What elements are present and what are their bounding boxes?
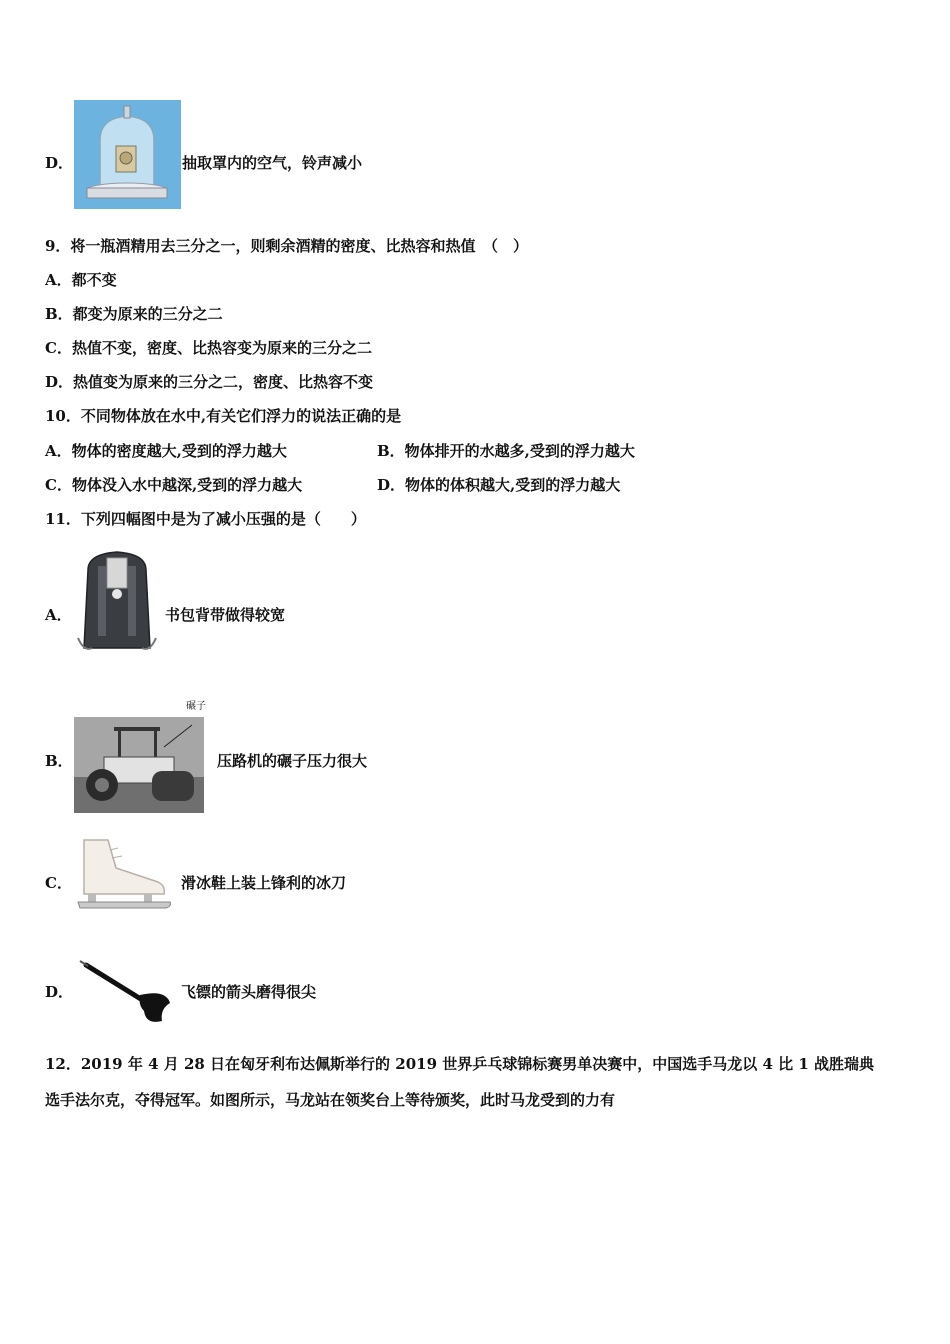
backpack-image — [74, 548, 160, 658]
roller-callout-label: 碾子 — [186, 701, 206, 712]
q12-line-2: 选手法尔克，夺得冠军。如图所示，马龙站在领奖台上等待颁奖，此时马龙受到的力有 — [45, 1091, 616, 1109]
q8-option-d-label: D． — [45, 154, 74, 172]
q9-option-b: B．都变为原来的三分之二 — [45, 305, 223, 323]
q11-option-c-text: 滑冰鞋上装上锋利的冰刀 — [181, 874, 347, 892]
q8-option-d-text: 抽取罩内的空气，铃声减小 — [182, 154, 363, 172]
q10-option-c: C．物体没入水中越深,受到的浮力越大 — [45, 476, 303, 494]
q9-option-c: C．热值不变，密度、比热容变为原来的三分之二 — [45, 339, 372, 357]
road-roller-image — [74, 717, 204, 813]
q10-option-b: B．物体排开的水越多,受到的浮力越大 — [377, 442, 635, 460]
q11-option-c-label: C． — [45, 874, 72, 892]
q11-stem: 11．下列四幅图中是为了减小压强的是（ ） — [45, 510, 366, 528]
q12-line-1: 12．2019 年 4 月 28 日在匈牙利布达佩斯举行的 2019 世界乒乓球锦标赛男单决赛中，中国选手马龙以 4 比 1 战胜瑞典 — [45, 1055, 875, 1073]
q11-option-b-label: B． — [45, 752, 73, 770]
q9-stem: 9．将一瓶酒精用去三分之一，则剩余酒精的密度、比热容和热值 （ ） — [45, 237, 528, 255]
q11-option-a-text: 书包背带做得较宽 — [165, 606, 286, 624]
bell-jar-image — [74, 100, 181, 209]
q9-option-d: D．热值变为原来的三分之二，密度、比热容不变 — [45, 373, 374, 391]
q11-option-a-label: A． — [45, 606, 72, 624]
q9-option-a: A．都不变 — [45, 271, 117, 289]
dart-image — [74, 955, 174, 1030]
q10-option-a: A．物体的密度越大,受到的浮力越大 — [45, 442, 287, 460]
q11-option-b-text: 压路机的碾子压力很大 — [217, 752, 368, 770]
q11-option-d-label: D． — [45, 983, 74, 1001]
q10-option-d: D．物体的体积越大,受到的浮力越大 — [377, 476, 621, 494]
q11-option-d-text: 飞镖的箭头磨得很尖 — [181, 983, 317, 1001]
ice-skate-image — [74, 836, 174, 912]
q10-stem: 10．不同物体放在水中,有关它们浮力的说法正确的是 — [45, 407, 402, 425]
